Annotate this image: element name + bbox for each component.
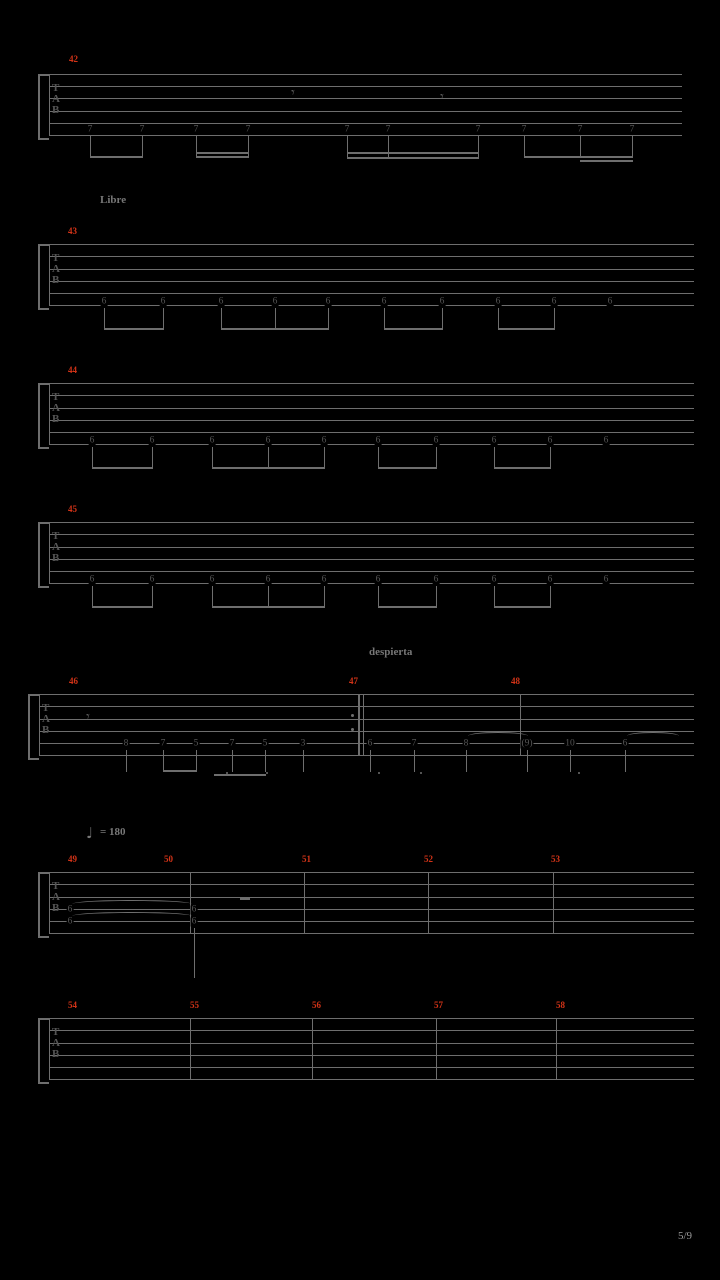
staff-line — [49, 921, 694, 922]
system-7 — [38, 1000, 682, 1110]
augmentation-dot — [578, 772, 580, 774]
fret-note: 6 — [375, 435, 381, 446]
beam — [104, 328, 164, 330]
note-stem — [163, 308, 164, 330]
system-brace — [28, 694, 39, 760]
note-stem — [527, 750, 528, 772]
tab-clef — [42, 703, 50, 736]
note-stem — [324, 586, 325, 608]
staff-left-barline — [39, 694, 40, 756]
measure-number-54: 54 — [68, 1000, 77, 1010]
note-stem — [212, 447, 213, 469]
measure-number-50: 50 — [164, 854, 173, 864]
system-brace — [38, 872, 49, 938]
fret-note: 6 — [547, 435, 553, 446]
barline — [428, 872, 429, 934]
repeat-dots — [351, 694, 357, 756]
tab-clef — [52, 392, 60, 425]
fret-note: 8 — [123, 738, 129, 749]
staff-line — [49, 583, 694, 584]
note-stem — [90, 136, 91, 158]
staff-line — [49, 420, 694, 421]
measure-number-53: 53 — [551, 854, 560, 864]
measure-number-42: 42 — [69, 54, 78, 64]
fret-note: 6 — [265, 574, 271, 585]
fret-note: 6 — [149, 435, 155, 446]
staff-line — [49, 1030, 694, 1031]
note-stem — [248, 136, 249, 158]
staff-line — [49, 395, 694, 396]
tab-letter-b: B — [52, 552, 60, 564]
fret-note: 6 — [101, 296, 107, 307]
note-stem — [126, 750, 127, 772]
system-4 — [38, 504, 682, 610]
beam — [196, 152, 249, 154]
note-stem — [550, 586, 551, 608]
tempo-marking: = 180 — [100, 826, 126, 838]
beam — [378, 467, 437, 469]
rest-symbol: 𝄾 — [291, 85, 295, 101]
fret-note: 7 — [344, 124, 350, 135]
staff-line — [49, 522, 694, 523]
note-stem — [196, 750, 197, 772]
note-stem — [498, 308, 499, 330]
fret-note: 6 — [603, 574, 609, 585]
fret-note: 6 — [607, 296, 613, 307]
annotation-libre: Libre — [100, 194, 127, 206]
beam — [212, 467, 325, 469]
measure-number-43: 43 — [68, 226, 77, 236]
beam — [347, 152, 479, 154]
note-stem — [494, 586, 495, 608]
fret-note: (9) — [521, 738, 533, 749]
note-stem — [570, 750, 571, 772]
fret-note: 6 — [209, 574, 215, 585]
beam — [384, 328, 443, 330]
augmentation-dot — [226, 772, 228, 774]
tab-clef — [52, 83, 60, 116]
measure-number-46: 46 — [69, 676, 78, 686]
tab-letter-t: T — [52, 252, 60, 264]
fret-note: 7 — [385, 124, 391, 135]
staff-line — [49, 872, 694, 873]
fret-note: 6 — [622, 738, 628, 749]
tab-letter-t: T — [42, 702, 50, 714]
beam — [163, 770, 197, 772]
barline — [190, 1018, 191, 1080]
tab-letter-a: A — [52, 891, 60, 903]
note-stem — [384, 308, 385, 330]
articulation-dot — [240, 898, 250, 900]
fret-note: 7 — [475, 124, 481, 135]
note-stem — [436, 586, 437, 608]
repeat-barline — [358, 694, 360, 756]
tab-letter-b: B — [52, 902, 60, 914]
beam — [347, 157, 479, 159]
fret-note: 6 — [551, 296, 557, 307]
staff-line — [39, 706, 694, 707]
tab-clef — [52, 253, 60, 286]
tie-slur — [468, 732, 528, 740]
note-stem — [212, 586, 213, 608]
tab-letter-t: T — [52, 880, 60, 892]
note-stem — [104, 308, 105, 330]
tab-letter-a: A — [52, 1037, 60, 1049]
fret-note: 7 — [411, 738, 417, 749]
fret-note: 6 — [265, 435, 271, 446]
beam — [494, 467, 551, 469]
note-stem — [232, 750, 233, 772]
staff-line — [49, 933, 694, 934]
note-stem — [494, 447, 495, 469]
note-stem — [524, 136, 525, 158]
measure-number-56: 56 — [312, 1000, 321, 1010]
staff-line — [49, 256, 694, 257]
note-stem — [303, 750, 304, 772]
fret-note: 6 — [321, 574, 327, 585]
tab-clef — [52, 881, 60, 914]
measure-number-51: 51 — [302, 854, 311, 864]
staff-left-barline — [49, 74, 50, 136]
page-number: 5/9 — [677, 1230, 692, 1242]
tempo-quarter-note-icon: ♩ — [86, 824, 94, 842]
staff-line — [49, 559, 694, 560]
system-brace — [38, 383, 49, 449]
tie-slur — [72, 912, 192, 920]
note-stem — [328, 308, 329, 330]
note-stem — [268, 447, 269, 469]
measure-number-57: 57 — [434, 1000, 443, 1010]
tab-clef — [52, 531, 60, 564]
staff-left-barline — [49, 872, 50, 934]
system-brace — [38, 244, 49, 310]
fret-note: 6 — [433, 435, 439, 446]
beam — [196, 156, 249, 158]
fret-note: 6 — [160, 296, 166, 307]
staff-line — [49, 884, 694, 885]
augmentation-dot — [266, 772, 268, 774]
note-stem — [221, 308, 222, 330]
barline — [312, 1018, 313, 1080]
fret-note: 6 — [191, 904, 197, 915]
measure-number-45: 45 — [68, 504, 77, 514]
tab-letter-b: B — [42, 724, 50, 736]
tie-slur — [72, 900, 192, 908]
beam — [498, 328, 555, 330]
fret-note: 6 — [218, 296, 224, 307]
fret-note: 10 — [565, 738, 575, 749]
system-3 — [38, 365, 682, 471]
fret-note: 6 — [272, 296, 278, 307]
tab-letter-t: T — [52, 391, 60, 403]
tab-letter-b: B — [52, 104, 60, 116]
beam — [92, 467, 153, 469]
staff-line — [49, 909, 694, 910]
staff-line — [49, 547, 694, 548]
system-2 — [38, 226, 682, 332]
staff-line — [49, 135, 682, 136]
staff-line — [49, 1067, 694, 1068]
note-stem — [196, 136, 197, 158]
staff-line — [39, 719, 694, 720]
staff-line — [49, 444, 694, 445]
fret-note: 7 — [160, 738, 166, 749]
note-stem — [92, 447, 93, 469]
fret-note: 7 — [629, 124, 635, 135]
fret-note: 7 — [577, 124, 583, 135]
annotation-despierta: despierta — [369, 646, 413, 658]
beam — [580, 160, 633, 162]
tab-letter-t: T — [52, 1026, 60, 1038]
note-stem — [152, 586, 153, 608]
staff-left-barline — [49, 522, 50, 584]
note-stem — [163, 750, 164, 772]
note-stem — [478, 136, 479, 158]
note-stem — [580, 136, 581, 158]
fret-note: 5 — [193, 738, 199, 749]
system-1 — [38, 54, 682, 158]
measure-number-49: 49 — [68, 854, 77, 864]
tab-letter-a: A — [52, 541, 60, 553]
fret-note: 6 — [603, 435, 609, 446]
staff-line — [49, 408, 694, 409]
staff-line — [49, 86, 682, 87]
fret-note: 5 — [262, 738, 268, 749]
note-stem — [414, 750, 415, 772]
measure-number-47: 47 — [349, 676, 358, 686]
note-stem — [436, 447, 437, 469]
measure-number-58: 58 — [556, 1000, 565, 1010]
barline — [436, 1018, 437, 1080]
tab-letter-t: T — [52, 530, 60, 542]
note-stem — [268, 586, 269, 608]
note-stem — [388, 136, 389, 158]
note-stem — [378, 586, 379, 608]
staff-left-barline — [49, 1018, 50, 1080]
note-stem — [554, 308, 555, 330]
fret-note: 6 — [367, 738, 373, 749]
tab-letter-b: B — [52, 274, 60, 286]
fret-note: 6 — [209, 435, 215, 446]
fret-note: 6 — [191, 916, 197, 927]
measure-number-55: 55 — [190, 1000, 199, 1010]
note-stem — [152, 447, 153, 469]
note-stem — [632, 136, 633, 158]
note-stem — [442, 308, 443, 330]
staff-left-barline — [49, 244, 50, 306]
tab-letter-a: A — [52, 263, 60, 275]
system-brace — [38, 522, 49, 588]
tab-letter-b: B — [52, 1048, 60, 1060]
staff-left-barline — [49, 383, 50, 445]
staff-line — [49, 1043, 694, 1044]
beam — [524, 156, 632, 158]
fret-note: 6 — [547, 574, 553, 585]
tab-letter-b: B — [52, 413, 60, 425]
fret-note: 6 — [495, 296, 501, 307]
staff-line — [39, 694, 694, 695]
beam — [212, 606, 325, 608]
fret-note: 6 — [375, 574, 381, 585]
note-stem — [265, 750, 266, 772]
measure-number-48: 48 — [511, 676, 520, 686]
note-stem — [378, 447, 379, 469]
staff-line — [49, 74, 682, 75]
augmentation-dot — [378, 772, 380, 774]
staff-line — [49, 111, 682, 112]
fret-note: 6 — [89, 574, 95, 585]
fret-note: 7 — [521, 124, 527, 135]
note-stem — [275, 308, 276, 330]
fret-note: 7 — [229, 738, 235, 749]
fret-note: 6 — [439, 296, 445, 307]
staff-line — [49, 1018, 694, 1019]
note-stem — [466, 750, 467, 772]
note-stem — [550, 447, 551, 469]
system-brace — [38, 74, 49, 140]
fret-note: 8 — [463, 738, 469, 749]
fret-note: 6 — [149, 574, 155, 585]
staff-line — [49, 1079, 694, 1080]
staff-line — [49, 571, 694, 572]
fret-note: 7 — [245, 124, 251, 135]
barline — [304, 872, 305, 934]
rest-symbol: 𝄾 — [86, 709, 90, 725]
system-brace — [38, 1018, 49, 1084]
measure-number-44: 44 — [68, 365, 77, 375]
fret-note: 6 — [325, 296, 331, 307]
note-stem — [92, 586, 93, 608]
beam — [221, 328, 329, 330]
fret-note: 7 — [139, 124, 145, 135]
staff-line — [39, 731, 694, 732]
staff-line — [49, 534, 694, 535]
rest-symbol: 𝄾 — [440, 89, 444, 105]
staff-line — [49, 281, 694, 282]
beam — [214, 774, 266, 776]
fret-note: 6 — [67, 904, 73, 915]
beam — [378, 606, 437, 608]
augmentation-dot — [420, 772, 422, 774]
tie-slur — [627, 732, 679, 740]
staff-line — [49, 383, 694, 384]
staff-line — [49, 98, 682, 99]
barline — [553, 872, 554, 934]
note-stem — [625, 750, 626, 772]
tab-clef — [52, 1027, 60, 1060]
beam — [90, 156, 143, 158]
note-stem — [324, 447, 325, 469]
staff-line — [49, 244, 694, 245]
staff-line — [49, 1055, 694, 1056]
fret-note: 6 — [491, 574, 497, 585]
fret-note: 6 — [67, 916, 73, 927]
tab-letter-a: A — [52, 402, 60, 414]
fret-note: 7 — [87, 124, 93, 135]
staff-line — [49, 293, 694, 294]
note-stem — [370, 750, 371, 772]
fret-note: 6 — [433, 574, 439, 585]
barline — [556, 1018, 557, 1080]
tab-letter-t: T — [52, 82, 60, 94]
fret-note: 7 — [193, 124, 199, 135]
tab-letter-a: A — [42, 713, 50, 725]
repeat-barline — [363, 694, 364, 756]
staff-line — [49, 305, 694, 306]
tab-letter-a: A — [52, 93, 60, 105]
staff-line — [49, 897, 694, 898]
measure-number-52: 52 — [424, 854, 433, 864]
fret-note: 3 — [300, 738, 306, 749]
staff-line — [49, 432, 694, 433]
beam — [494, 606, 551, 608]
fret-note: 6 — [381, 296, 387, 307]
fret-note: 6 — [321, 435, 327, 446]
staff-line — [39, 755, 694, 756]
fret-note: 6 — [491, 435, 497, 446]
beam — [92, 606, 153, 608]
note-stem — [142, 136, 143, 158]
note-stem — [194, 928, 195, 978]
note-stem — [347, 136, 348, 158]
fret-note: 6 — [89, 435, 95, 446]
staff-line — [49, 269, 694, 270]
